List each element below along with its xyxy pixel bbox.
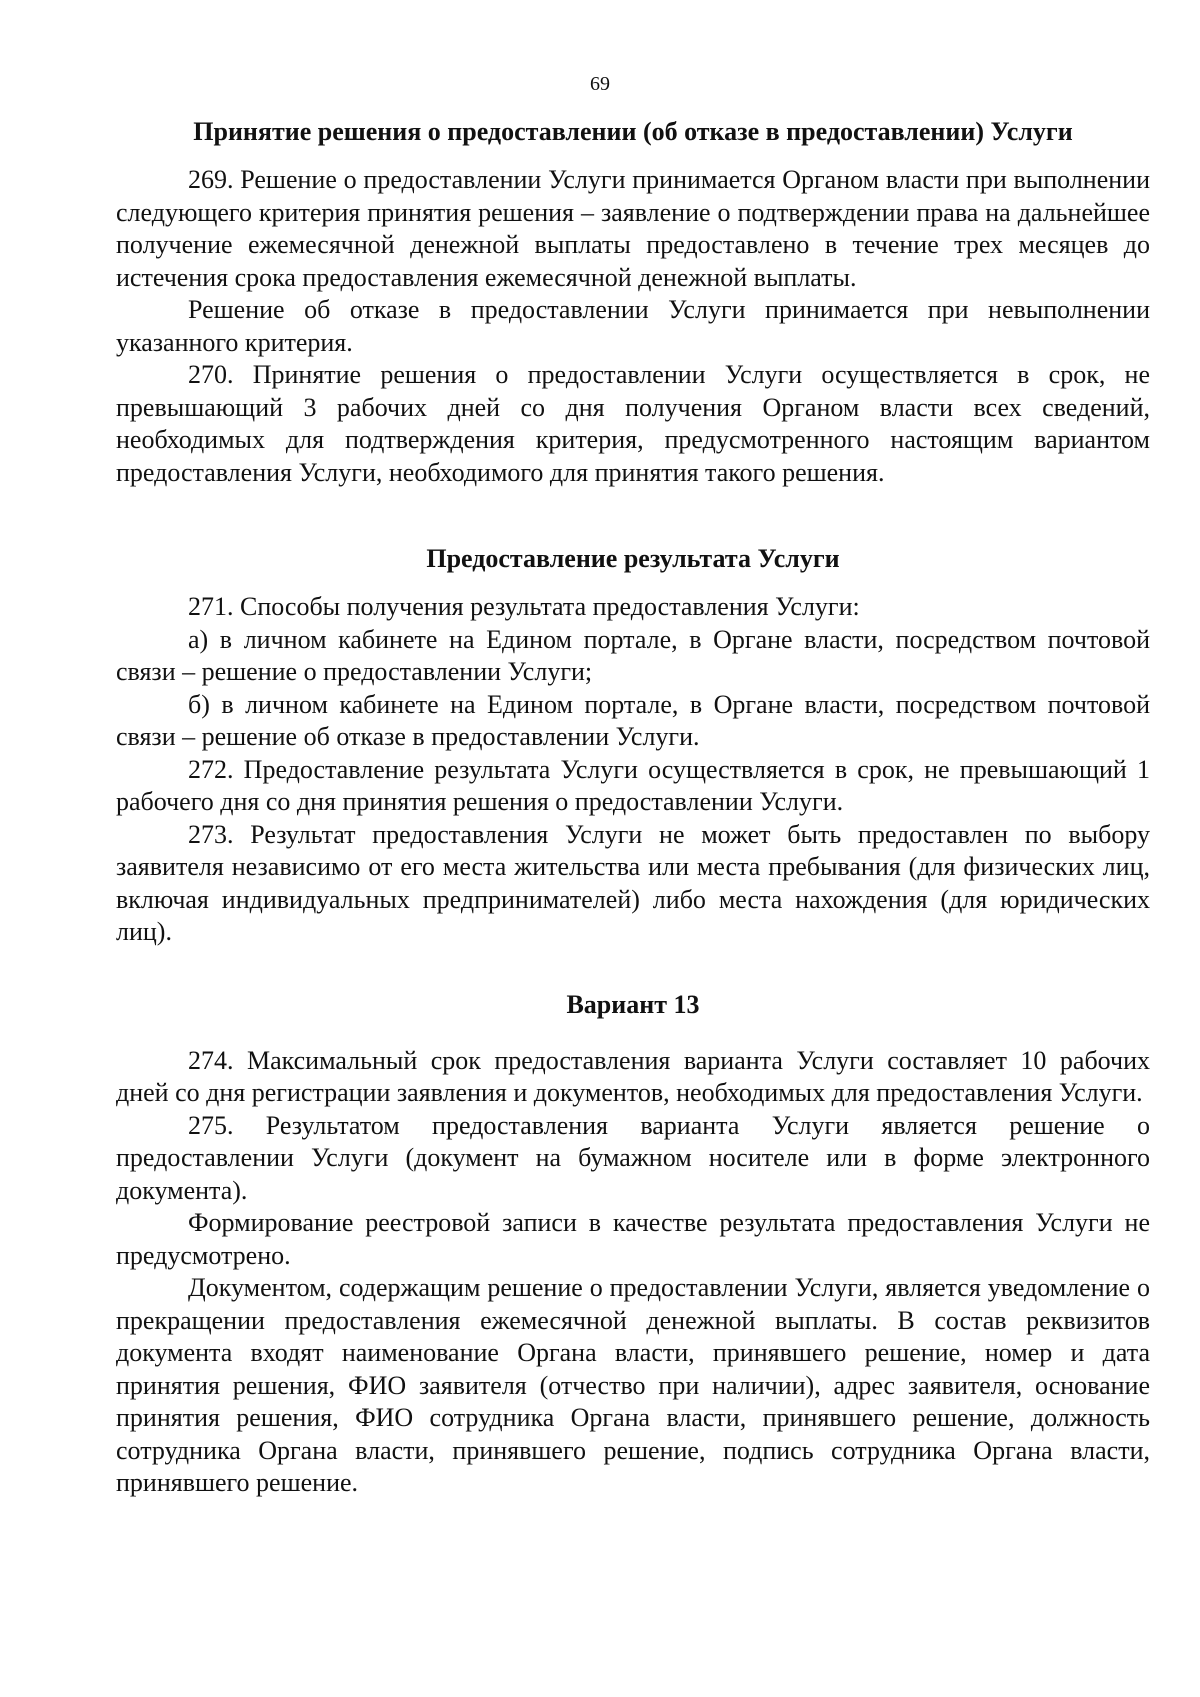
paragraph-271: 271. Способы получения результата предоставления Услуги: (188, 592, 860, 621)
section-heading-result: Предоставление результата Услуги (426, 544, 840, 573)
paragraph-registry-record: Формирование реестровой записи в качестве результата предоставления Услуги не предусмотрено. (116, 1208, 1150, 1270)
paragraph-refusal: Решение об отказе в предоставлении Услуги принимается при невыполнении указанного критерия. (116, 295, 1150, 357)
paragraph-269: 269. Решение о предоставлении Услуги принимается Органом власти при выполнении следующего критерия принятия решения – заявление о подтверждении права на дальнейшее получение ежемесячной денежной выплаты предоставлено в течение трех месяцев до истечения срока предоставления ежемесячной денежной выплаты. (116, 165, 1150, 292)
paragraph-270: 270. Принятие решения о предоставлении Услуги осуществляется в срок, не превышающий 3 рабочих дней со дня получения Органом власти всех сведений, необходимых для подтверждения критерия, предусмотренного настоящим вариантом предоставления Услуги, необходимого для принятия такого решения. (116, 360, 1150, 487)
paragraph-272: 272. Предоставление результата Услуги осуществляется в срок, не превышающий 1 рабочего дня со дня принятия решения о предоставлении Услуги. (116, 754, 1150, 816)
paragraph-271-a: а) в личном кабинете на Едином портале, в Органе власти, посредством почтовой связи – решение о предоставлении Услуги; (116, 624, 1150, 686)
section-heading-decision: Принятие решения о предоставлении (об отказе в предоставлении) Услуги (193, 117, 1073, 146)
paragraph-274: 274. Максимальный срок предоставления варианта Услуги составляет 10 рабочих дней со дня регистрации заявления и документов, необходимых для предоставления Услуги. (116, 1045, 1150, 1107)
paragraph-document-details: Документом, содержащим решение о предоставлении Услуги, является уведомление о прекращении предоставления ежемесячной денежной выплаты. В состав реквизитов документа входят наименование Органа власти, принявшего решение, номер и дата принятия решения, ФИО заявителя (отчество при наличии), адрес заявителя, основание принятия решения, ФИО сотрудника Органа власти, принявшего решение, должность сотрудника Органа власти, принявшего решение, подпись сотрудника Органа власти, принявшего решение. (116, 1273, 1150, 1497)
document-body (116, 116, 1150, 1500)
page-number: 69 (590, 73, 610, 95)
paragraph-271-b: б) в личном кабинете на Едином портале, в Органе власти, посредством почтовой связи – решение об отказе в предоставлении Услуги. (116, 689, 1150, 751)
paragraph-273: 273. Результат предоставления Услуги не может быть предоставлен по выбору заявителя независимо от его места жительства или места пребывания (для физических лиц, включая индивидуальных предпринимателей) либо места нахождения (для юридических лиц). (116, 819, 1150, 946)
section-heading-variant-13: Вариант 13 (566, 989, 700, 1019)
paragraph-275: 275. Результатом предоставления варианта Услуги является решение о предоставлении Услуги (документ на бумажном носителе или в форме электронного документа). (116, 1110, 1150, 1205)
